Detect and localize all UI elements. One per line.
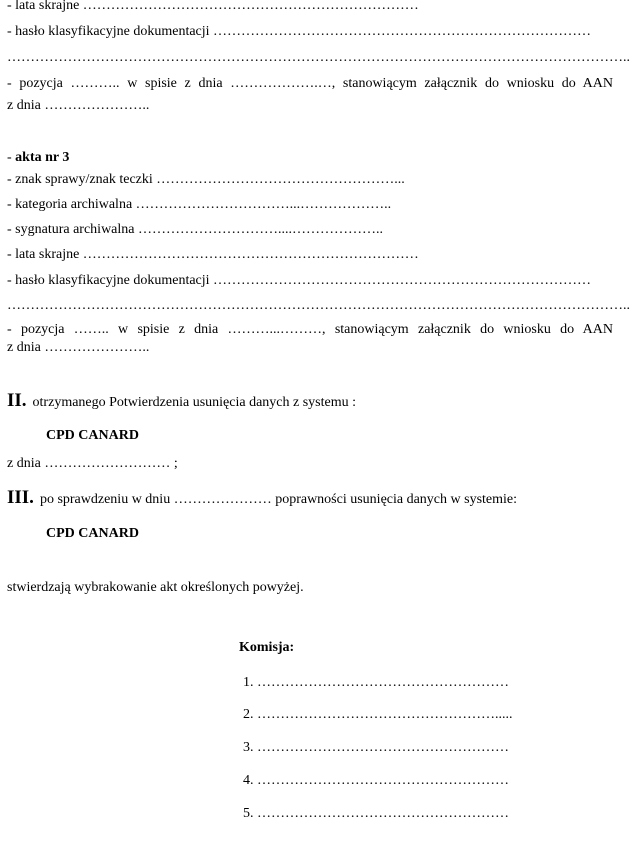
lata-skrajne-line: - lata skrajne ……………………………………………………………… [7, 0, 419, 13]
section-2-text: otrzymanego Potwierdzenia usunięcia danych z systemu : [32, 395, 357, 410]
lata-skrajne-line: - lata skrajne ……………………………………………………………… [7, 247, 419, 262]
section-2-numeral: II. [7, 390, 27, 411]
section-2-z-dnia: z dnia ……………………… ; [7, 456, 178, 471]
section-2-system: CPD CANARD [46, 428, 139, 443]
dots-line: …………………………………………………………………………………………………………………….. [7, 298, 630, 313]
komisja-member-1: 1. ……………………………………………… [243, 675, 509, 690]
section-3-numeral: III. [7, 487, 34, 508]
komisja-member-5: 5. ……………………………………………… [243, 806, 509, 821]
section-3-text: po sprawdzeniu w dniu ………………… poprawności usunięcia danych w systemie: [39, 492, 518, 507]
komisja-member-2: 2. ……………………………………………..... [243, 707, 513, 722]
z-dnia-line: z dnia ………………….. [7, 98, 150, 113]
akta-3-heading [7, 150, 69, 166]
znak-sprawy-line: - znak sprawy/znak teczki ……………………………………………... [7, 172, 405, 187]
akta-3-heading-prefix: - [7, 150, 16, 165]
conclusion-text: stwierdzają wybrakowanie akt określonych powyżej. [7, 580, 304, 595]
sygnatura-line: - sygnatura archiwalna …………………………....……………….. [7, 222, 383, 237]
komisja-title: Komisja: [239, 640, 295, 655]
kategoria-line: - kategoria archiwalna ……………………………...……………….. [7, 197, 392, 212]
pozycja-line: - pozycja …….. w spisie z dnia ………...………, stanowiącym załącznik do wniosku do AAN [7, 322, 613, 337]
dots-line: …………………………………………………………………………………………………………………….. [7, 50, 630, 65]
komisja-member-3: 3. ……………………………………………… [243, 740, 509, 755]
section-2-line [7, 390, 356, 414]
z-dnia-line: z dnia ………………….. [7, 340, 150, 355]
haslo-line: - hasło klasyfikacyjne dokumentacji ……………………………………………………………………… [7, 273, 592, 288]
section-3-system: CPD CANARD [46, 526, 139, 541]
pozycja-line: - pozycja ……….. w spisie z dnia ……………….…, stanowiącym załącznik do wniosku do AAN [7, 76, 613, 91]
komisja-member-4: 4. ……………………………………………… [243, 773, 509, 788]
haslo-line: - hasło klasyfikacyjne dokumentacji ……………………………………………………………………… [7, 24, 592, 39]
akta-3-heading-text: akta nr 3 [15, 150, 70, 165]
section-3-line [7, 487, 517, 511]
